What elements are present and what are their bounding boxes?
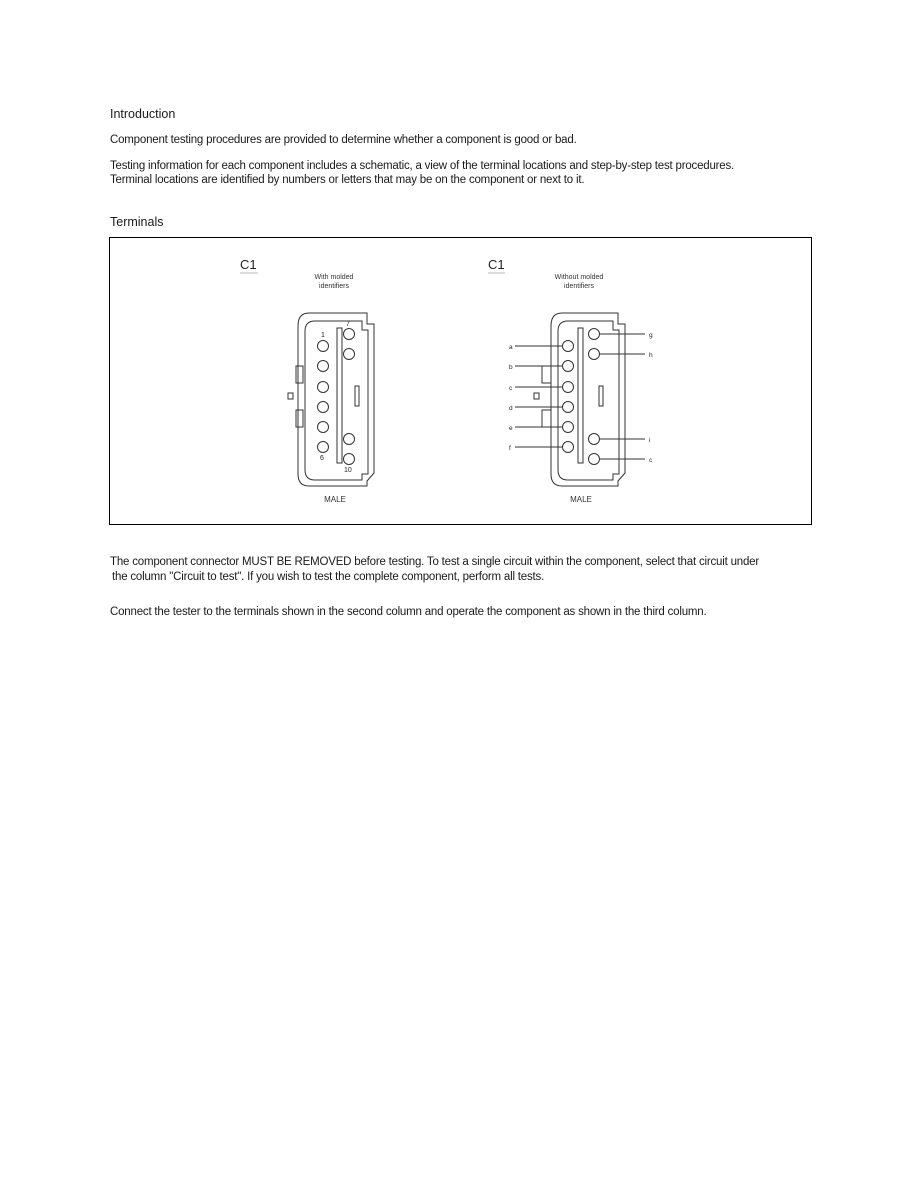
terminal-connector-diagram	[110, 238, 813, 526]
intro-paragraph-2-line-1: Testing information for each component includes a schematic, a view of the terminal locations and step-by-step test procedures.	[110, 160, 735, 172]
left-latch-lower	[296, 410, 303, 427]
right-caption-line-1: Without molded	[554, 274, 604, 281]
left-gender-label: MALE	[324, 495, 346, 504]
right-pin	[563, 422, 574, 433]
right-gender-label: MALE	[570, 495, 592, 504]
removal-note-line-2: the column "Circuit to test". If you wish to test the complete component, perform all tests.	[112, 571, 545, 583]
left-pin	[318, 361, 329, 372]
right-latch-upper	[542, 366, 551, 383]
right-label-i: i	[649, 437, 651, 444]
right-label-c: c	[509, 385, 513, 392]
removal-note-post: before testing. To test a single circuit within the component, select that circuit under	[351, 556, 759, 568]
left-pin	[318, 442, 329, 453]
left-pin	[318, 422, 329, 433]
left-label-bottom-left: 6	[320, 455, 324, 462]
right-label-d: d	[509, 405, 513, 412]
terminals-diagram-box	[109, 237, 812, 525]
left-label-bottom-right: 10	[344, 467, 352, 474]
right-pin	[589, 349, 600, 360]
left-caption-line-2: identifiers	[319, 283, 349, 290]
left-pin	[344, 349, 355, 360]
left-center-bar	[337, 328, 342, 463]
left-connector-body	[298, 313, 374, 486]
removal-note-pre: The component connector	[110, 556, 243, 568]
right-pin	[563, 382, 574, 393]
terminals-heading: Terminals	[110, 215, 164, 229]
tester-note: Connect the tester to the terminals shown in the second column and operate the component as shown in the third column.	[110, 606, 707, 618]
introduction-heading: Introduction	[110, 107, 176, 121]
right-pin	[563, 361, 574, 372]
left-latch-middle	[288, 393, 293, 399]
right-pin	[589, 329, 600, 340]
right-label-h: h	[649, 352, 653, 359]
right-label-g: g	[649, 332, 653, 339]
left-connector	[240, 257, 374, 504]
right-latch-middle	[534, 393, 539, 399]
left-label-top-left: 1	[321, 332, 325, 339]
intro-paragraph-2-line-2: Terminal locations are identified by numbers or letters that may be on the component or next to it.	[110, 174, 585, 186]
left-pin	[318, 402, 329, 413]
left-pin	[344, 329, 355, 340]
left-label-top-right: 7	[346, 321, 350, 328]
right-pin	[563, 442, 574, 453]
right-connector	[488, 257, 653, 504]
right-label-b: b	[509, 364, 513, 371]
right-pin	[589, 434, 600, 445]
removal-note-emphasis: MUST BE REMOVED	[242, 556, 352, 568]
right-label-e: e	[509, 425, 513, 432]
left-connector-id: C1	[240, 257, 257, 272]
left-pin	[344, 454, 355, 465]
right-pin	[589, 454, 600, 465]
right-connector-id: C1	[488, 257, 505, 272]
right-label-a: a	[509, 344, 513, 351]
right-connector-body	[551, 313, 625, 486]
right-center-bar	[578, 328, 583, 463]
right-caption-line-2: identifiers	[564, 283, 594, 290]
right-side-slot	[599, 386, 603, 406]
right-pin	[563, 341, 574, 352]
right-latch-lower	[542, 410, 551, 427]
removal-note-line-1	[110, 555, 759, 569]
left-pin	[318, 382, 329, 393]
left-side-slot	[355, 386, 359, 406]
left-caption-line-1: With molded	[314, 274, 354, 281]
right-label-c-right: c	[649, 457, 653, 464]
intro-paragraph-1: Component testing procedures are provided to determine whether a component is good or bad.	[110, 134, 577, 146]
left-latch-upper	[296, 366, 303, 383]
right-pins	[563, 329, 600, 465]
left-pin	[318, 341, 329, 352]
left-pins	[318, 329, 355, 465]
right-pin	[563, 402, 574, 413]
right-label-f: f	[509, 445, 511, 452]
left-pin	[344, 434, 355, 445]
